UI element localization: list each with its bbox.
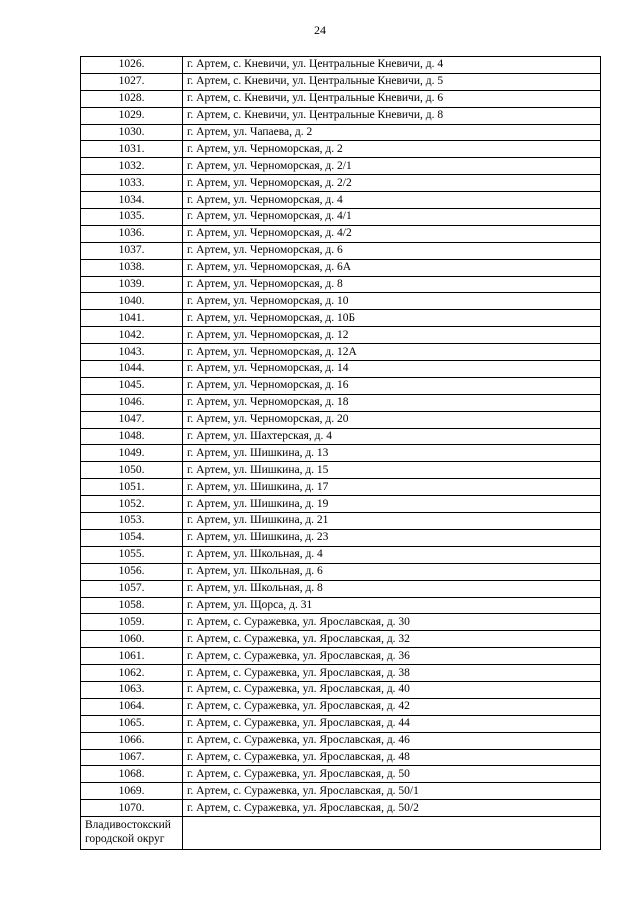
- table-row: [81, 563, 601, 580]
- row-address: г. Артем, ул. Черноморская, д. 4: [183, 192, 601, 209]
- row-address: г. Артем, ул. Черноморская, д. 2: [183, 141, 601, 158]
- row-address: г. Артем, ул. Шишкина, д. 23: [183, 529, 601, 546]
- table-row: [81, 648, 601, 665]
- row-number: 1063.: [81, 681, 183, 698]
- row-number: 1055.: [81, 546, 183, 563]
- row-address: г. Артем, ул. Шишкина, д. 17: [183, 479, 601, 496]
- table-row: [81, 597, 601, 614]
- table-row: [81, 749, 601, 766]
- table-row: [81, 715, 601, 732]
- table-row: [81, 411, 601, 428]
- table-row: [81, 546, 601, 563]
- row-number: 1026.: [81, 57, 183, 74]
- table-row: [81, 681, 601, 698]
- row-number: 1048.: [81, 428, 183, 445]
- row-number: 1054.: [81, 529, 183, 546]
- table-row: [81, 293, 601, 310]
- row-address: г. Артем, ул. Черноморская, д. 18: [183, 394, 601, 411]
- row-number: 1039.: [81, 276, 183, 293]
- row-address: г. Артем, ул. Шишкина, д. 13: [183, 445, 601, 462]
- row-number: 1053.: [81, 513, 183, 530]
- row-address: г. Артем, ул. Шишкина, д. 15: [183, 462, 601, 479]
- address-table-body: [81, 57, 601, 850]
- table-row: [81, 783, 601, 800]
- row-number: 1045.: [81, 377, 183, 394]
- table-row: [81, 90, 601, 107]
- table-row: [81, 310, 601, 327]
- row-number: 1033.: [81, 175, 183, 192]
- row-address: г. Артем, с. Кневичи, ул. Центральные Кневичи, д. 4: [183, 57, 601, 74]
- row-number: 1043.: [81, 344, 183, 361]
- row-address: г. Артем, ул. Черноморская, д. 16: [183, 377, 601, 394]
- row-number: 1041.: [81, 310, 183, 327]
- table-row: [81, 766, 601, 783]
- table-row: [81, 361, 601, 378]
- row-number: 1032.: [81, 158, 183, 175]
- row-address: г. Артем, с. Кневичи, ул. Центральные Кневичи, д. 5: [183, 73, 601, 90]
- row-address: г. Артем, ул. Щорса, д. 31: [183, 597, 601, 614]
- row-number: 1059.: [81, 614, 183, 631]
- address-table: [80, 56, 601, 850]
- row-number: 1029.: [81, 107, 183, 124]
- row-number: 1070.: [81, 800, 183, 817]
- table-row: [81, 344, 601, 361]
- table-row: [81, 631, 601, 648]
- table-row: [81, 698, 601, 715]
- table-row: [81, 327, 601, 344]
- row-number: 1049.: [81, 445, 183, 462]
- row-address: г. Артем, ул. Черноморская, д. 10: [183, 293, 601, 310]
- row-number: 1042.: [81, 327, 183, 344]
- row-address: г. Артем, с. Суражевка, ул. Ярославская, д. 50/1: [183, 783, 601, 800]
- row-number: 1068.: [81, 766, 183, 783]
- row-number: 1031.: [81, 141, 183, 158]
- row-number: 1046.: [81, 394, 183, 411]
- row-address: г. Артем, с. Суражевка, ул. Ярославская, д. 50/2: [183, 800, 601, 817]
- table-row: [81, 800, 601, 817]
- row-address: г. Артем, ул. Школьная, д. 8: [183, 580, 601, 597]
- table-row: [81, 242, 601, 259]
- row-number: 1036.: [81, 225, 183, 242]
- district-row: [81, 817, 601, 850]
- row-number: 1034.: [81, 192, 183, 209]
- table-row: [81, 496, 601, 513]
- row-number: 1035.: [81, 209, 183, 226]
- row-number: 1064.: [81, 698, 183, 715]
- table-row: [81, 462, 601, 479]
- row-address: г. Артем, ул. Школьная, д. 6: [183, 563, 601, 580]
- row-number: 1028.: [81, 90, 183, 107]
- row-number: 1065.: [81, 715, 183, 732]
- row-address: г. Артем, с. Суражевка, ул. Ярославская, д. 44: [183, 715, 601, 732]
- district-address: [183, 817, 601, 850]
- row-number: 1030.: [81, 124, 183, 141]
- row-number: 1052.: [81, 496, 183, 513]
- row-address: г. Артем, ул. Черноморская, д. 6: [183, 242, 601, 259]
- row-address: г. Артем, ул. Чапаева, д. 2: [183, 124, 601, 141]
- table-row: [81, 276, 601, 293]
- row-address: г. Артем, с. Кневичи, ул. Центральные Кневичи, д. 6: [183, 90, 601, 107]
- table-row: [81, 107, 601, 124]
- row-address: г. Артем, ул. Черноморская, д. 10Б: [183, 310, 601, 327]
- row-address: г. Артем, с. Суражевка, ул. Ярославская, д. 38: [183, 665, 601, 682]
- row-number: 1044.: [81, 361, 183, 378]
- table-row: [81, 665, 601, 682]
- row-address: г. Артем, с. Суражевка, ул. Ярославская, д. 32: [183, 631, 601, 648]
- table-row: [81, 73, 601, 90]
- table-row: [81, 479, 601, 496]
- row-address: г. Артем, ул. Черноморская, д. 8: [183, 276, 601, 293]
- table-row: [81, 580, 601, 597]
- row-number: 1038.: [81, 259, 183, 276]
- row-address: г. Артем, с. Суражевка, ул. Ярославская, д. 48: [183, 749, 601, 766]
- row-number: 1058.: [81, 597, 183, 614]
- page-number: 24: [314, 23, 326, 37]
- row-number: 1056.: [81, 563, 183, 580]
- row-number: 1060.: [81, 631, 183, 648]
- table-row: [81, 529, 601, 546]
- row-address: г. Артем, с. Суражевка, ул. Ярославская, д. 50: [183, 766, 601, 783]
- table-row: [81, 428, 601, 445]
- row-number: 1037.: [81, 242, 183, 259]
- row-address: г. Артем, ул. Черноморская, д. 14: [183, 361, 601, 378]
- table-row: [81, 259, 601, 276]
- district-label: Владивостокский городской округ: [81, 817, 183, 850]
- row-number: 1057.: [81, 580, 183, 597]
- row-address: г. Артем, с. Суражевка, ул. Ярославская, д. 42: [183, 698, 601, 715]
- row-address: г. Артем, ул. Черноморская, д. 2/2: [183, 175, 601, 192]
- row-number: 1050.: [81, 462, 183, 479]
- row-number: 1047.: [81, 411, 183, 428]
- table-row: [81, 57, 601, 74]
- table-row: [81, 377, 601, 394]
- table-row: [81, 614, 601, 631]
- row-address: г. Артем, ул. Черноморская, д. 4/1: [183, 209, 601, 226]
- row-address: г. Артем, с. Кневичи, ул. Центральные Кневичи, д. 8: [183, 107, 601, 124]
- table-row: [81, 445, 601, 462]
- row-address: г. Артем, с. Суражевка, ул. Ярославская, д. 40: [183, 681, 601, 698]
- table-row: [81, 209, 601, 226]
- row-address: г. Артем, с. Суражевка, ул. Ярославская, д. 46: [183, 732, 601, 749]
- row-address: г. Артем, ул. Черноморская, д. 12: [183, 327, 601, 344]
- row-address: г. Артем, с. Суражевка, ул. Ярославская, д. 36: [183, 648, 601, 665]
- row-address: г. Артем, ул. Черноморская, д. 6А: [183, 259, 601, 276]
- row-number: 1051.: [81, 479, 183, 496]
- row-number: 1062.: [81, 665, 183, 682]
- table-row: [81, 192, 601, 209]
- table-row: [81, 175, 601, 192]
- row-address: г. Артем, ул. Шахтерская, д. 4: [183, 428, 601, 445]
- row-number: 1061.: [81, 648, 183, 665]
- row-address: г. Артем, ул. Черноморская, д. 2/1: [183, 158, 601, 175]
- row-number: 1027.: [81, 73, 183, 90]
- row-address: г. Артем, ул. Школьная, д. 4: [183, 546, 601, 563]
- row-number: 1066.: [81, 732, 183, 749]
- row-address: г. Артем, с. Суражевка, ул. Ярославская, д. 30: [183, 614, 601, 631]
- table-row: [81, 732, 601, 749]
- row-address: г. Артем, ул. Шишкина, д. 21: [183, 513, 601, 530]
- table-row: [81, 225, 601, 242]
- row-number: 1040.: [81, 293, 183, 310]
- table-row: [81, 513, 601, 530]
- row-address: г. Артем, ул. Шишкина, д. 19: [183, 496, 601, 513]
- row-number: 1067.: [81, 749, 183, 766]
- row-address: г. Артем, ул. Черноморская, д. 12А: [183, 344, 601, 361]
- table-row: [81, 158, 601, 175]
- row-number: 1069.: [81, 783, 183, 800]
- table-row: [81, 394, 601, 411]
- row-address: г. Артем, ул. Черноморская, д. 4/2: [183, 225, 601, 242]
- table-row: [81, 141, 601, 158]
- row-address: г. Артем, ул. Черноморская, д. 20: [183, 411, 601, 428]
- table-row: [81, 124, 601, 141]
